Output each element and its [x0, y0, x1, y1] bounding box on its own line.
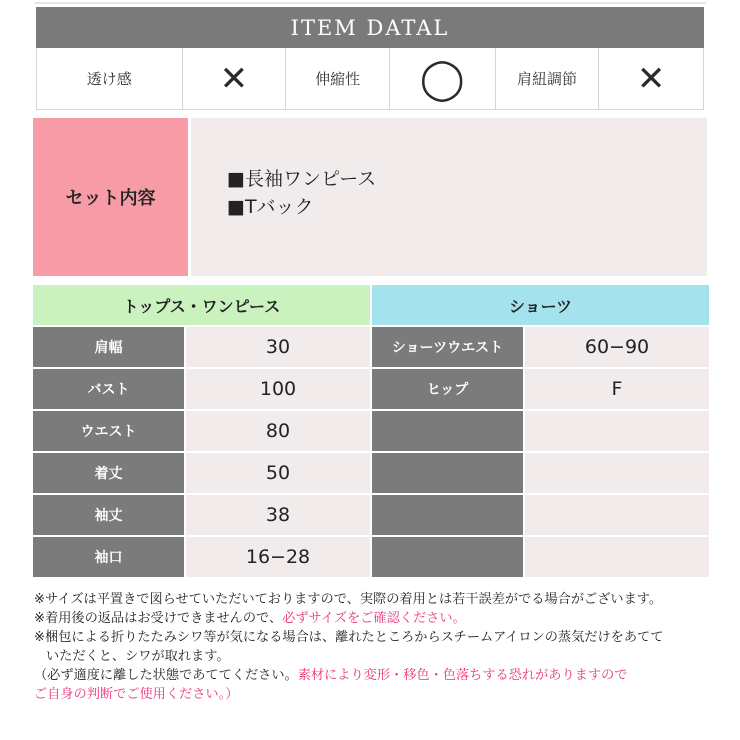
note-line: いただくと、シワが取れます。	[46, 649, 230, 664]
table-row	[33, 537, 370, 577]
property-label-strap-adjust	[496, 48, 600, 109]
table-row	[372, 537, 709, 577]
table-row	[372, 369, 709, 409]
cross-mark-icon: ✕	[636, 58, 666, 99]
header-title: ITEM DATAL	[290, 15, 450, 40]
property-label-transparency	[37, 48, 183, 109]
set-contents-label-text: セット内容	[65, 188, 156, 209]
property-label: 肩紐調節	[516, 70, 577, 88]
note-line: ※サイズは平置きで図らせていただいておりますので、実際の着用とは若干誤差がでる場合がございます。	[34, 592, 663, 607]
set-contents-body	[191, 118, 707, 276]
property-value-strap-adjust	[599, 48, 703, 109]
size-value: 30	[186, 327, 370, 367]
shorts-size-column	[372, 285, 709, 577]
property-value-stretch	[390, 48, 496, 109]
item-detail-header	[36, 7, 704, 48]
set-item: ■長袖ワンピース	[227, 168, 377, 190]
note-highlight: 必ずサイズをご確認ください。	[282, 611, 466, 626]
properties-row	[36, 48, 704, 110]
property-value-transparency	[183, 48, 287, 109]
note-line	[34, 666, 724, 685]
size-key: 袖丈	[33, 495, 184, 535]
property-label: 透け感	[86, 70, 132, 88]
table-row	[372, 453, 709, 493]
size-key	[372, 453, 523, 493]
table-row	[372, 327, 709, 367]
size-value: 38	[186, 495, 370, 535]
set-contents-label	[33, 118, 188, 276]
size-key: ヒップ	[372, 369, 523, 409]
table-row	[33, 369, 370, 409]
size-value	[525, 453, 709, 493]
top-divider	[34, 2, 706, 4]
note-line: ご自身の判断でご使用ください。）	[34, 687, 239, 702]
table-row	[372, 495, 709, 535]
size-key	[372, 411, 523, 451]
size-value: 60−90	[525, 327, 709, 367]
size-value: 16−28	[186, 537, 370, 577]
table-row	[33, 495, 370, 535]
size-value	[525, 495, 709, 535]
size-key: ショーツウエスト	[372, 327, 523, 367]
property-label-stretch	[286, 48, 390, 109]
notes	[34, 590, 724, 704]
note-text: ※着用後の返品はお受けできませんので、	[34, 611, 283, 626]
circle-mark-icon: ◯	[419, 55, 465, 102]
table-row	[372, 411, 709, 451]
size-key	[372, 537, 523, 577]
note-highlight: 素材により変形・移色・色落ちする恐れがありますので	[297, 668, 628, 683]
size-value: 50	[186, 453, 370, 493]
table-row	[33, 327, 370, 367]
tops-size-column	[33, 285, 370, 577]
size-key: ウエスト	[33, 411, 184, 451]
tops-header	[33, 285, 370, 325]
tops-header-label: トップス・ワンピース	[122, 296, 281, 316]
shorts-header	[372, 285, 709, 325]
size-value	[525, 537, 709, 577]
size-key: バスト	[33, 369, 184, 409]
shorts-header-label: ショーツ	[508, 296, 573, 316]
cross-mark-icon: ✕	[219, 58, 249, 99]
set-item: ■Tバック	[227, 196, 314, 218]
size-key	[372, 495, 523, 535]
size-value: 100	[186, 369, 370, 409]
table-row	[33, 411, 370, 451]
property-label: 伸縮性	[315, 70, 361, 88]
size-value: F	[525, 369, 709, 409]
size-key: 肩幅	[33, 327, 184, 367]
note-text: （必ず適度に離した状態であててください。	[34, 668, 298, 683]
table-row	[33, 453, 370, 493]
size-value	[525, 411, 709, 451]
note-line	[34, 609, 724, 628]
size-value: 80	[186, 411, 370, 451]
size-key: 袖口	[33, 537, 184, 577]
note-line: ※梱包による折りたたみシワ等が気になる場合は、離れたところからスチームアイロンの蒸気だけをあてて	[34, 630, 664, 645]
size-key: 着丈	[33, 453, 184, 493]
